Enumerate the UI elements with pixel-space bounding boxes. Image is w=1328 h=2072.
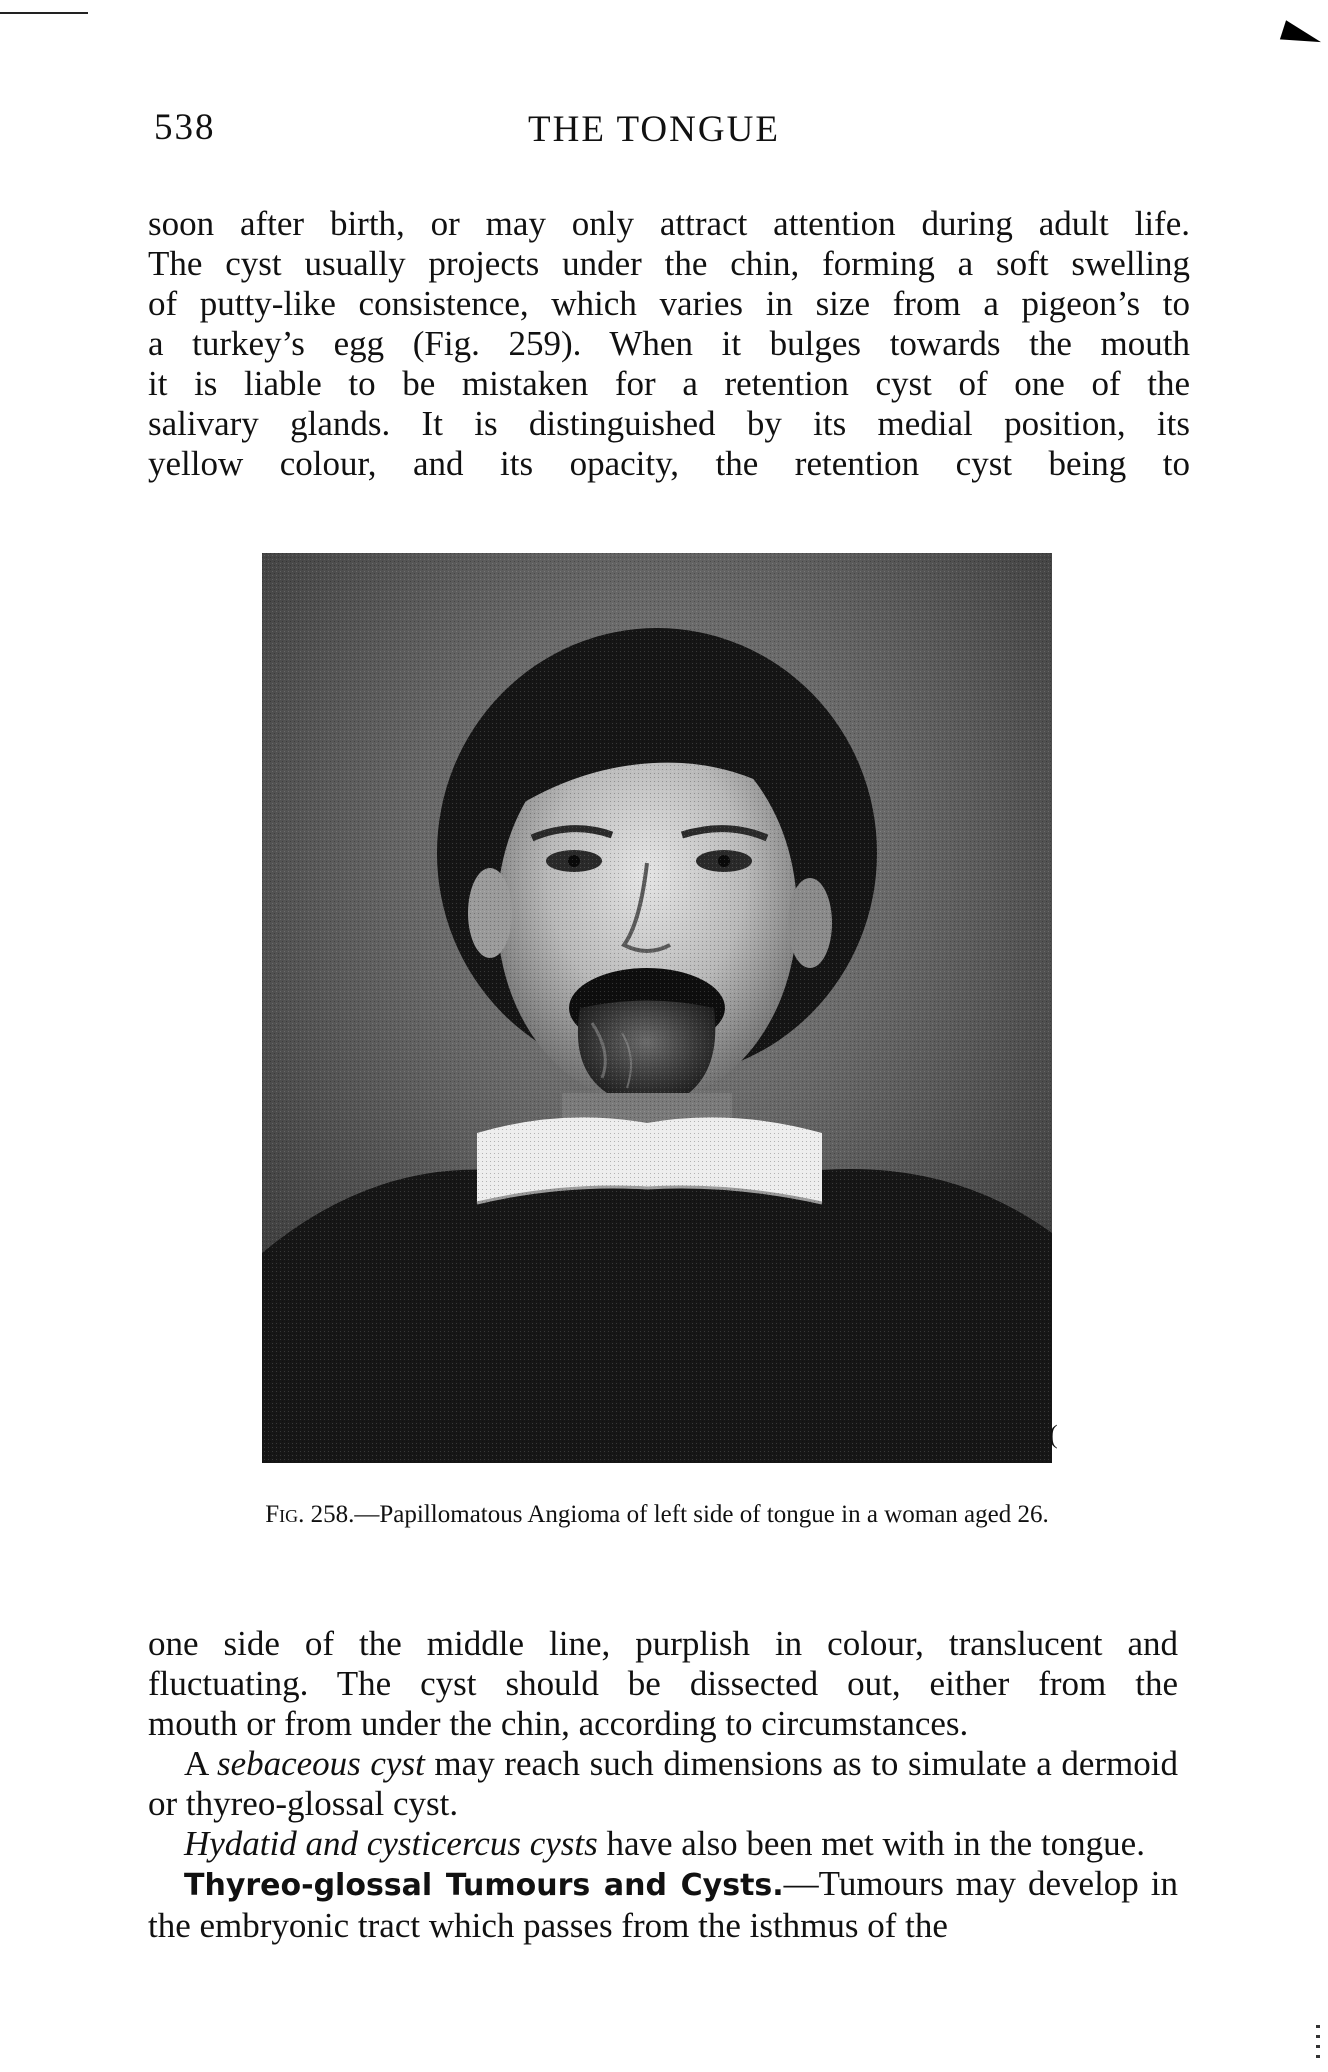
text-line: mouth or from under the chin, according to circumstances. <box>148 1704 969 1743</box>
text-line: soon after birth, or may only attract attention during adult life. <box>148 204 1190 243</box>
scan-edge-mark <box>0 12 88 14</box>
italic-term: sebaceous cyst <box>216 1744 425 1783</box>
para-text: have also been met with in the tongue. <box>597 1824 1145 1863</box>
text-line: a turkey’s egg (Fig. 259). When it bulges towards the mouth <box>148 324 1190 363</box>
scan-edge-ticks <box>1316 2025 1320 2065</box>
paragraph-hydatid <box>148 1824 1178 1864</box>
para-text: may reach such dimensions as to simulate a dermoid or thyreo-glossal cyst. <box>148 1744 1178 1823</box>
italic-term: Hydatid and cysticercus cysts <box>184 1824 598 1863</box>
text-line: fluctuating. The cyst should be dissected out, either from the <box>148 1664 1178 1703</box>
patient-photo <box>262 553 1052 1463</box>
page-number: 538 <box>154 107 216 148</box>
text-line: salivary glands. It is distinguished by its medial position, its <box>148 404 1190 443</box>
paragraph-sebaceous <box>148 1744 1178 1824</box>
caption-text: —Papillomatous Angioma of left side of tongue in a woman aged 26. <box>354 1501 1049 1528</box>
stray-mark: ( <box>1049 1420 1058 1449</box>
text-line: of putty-like consistence, which varies in size from a pigeon’s to <box>148 284 1190 323</box>
running-head <box>150 106 1210 162</box>
corner-arrow-icon <box>1280 20 1324 51</box>
text-line: yellow colour, and its opacity, the retention cyst being to <box>148 444 1190 483</box>
para-prefix: A <box>184 1744 217 1783</box>
text-line: it is liable to be mistaken for a retention cyst of one of the <box>148 364 1190 403</box>
text-line: The cyst usually projects under the chin, forming a soft swelling <box>148 244 1190 283</box>
para-text: —Tumours may develop in the embryonic tract which passes from the isthmus of the <box>148 1864 1178 1945</box>
text-line: one side of the middle line, purplish in colour, translucent and <box>148 1624 1178 1663</box>
figure-photograph <box>262 553 1052 1463</box>
caption-label: Fig. 258. <box>265 1501 355 1528</box>
paragraph-thyreo-glossal <box>148 1864 1178 1946</box>
top-paragraph <box>148 204 1190 484</box>
section-run-in-heading: Thyreo-glossal Tumours and Cysts. <box>184 1868 784 1903</box>
figure-caption <box>262 1500 1052 1530</box>
running-title: THE TONGUE <box>528 109 780 150</box>
bottom-paragraphs <box>148 1624 1178 1946</box>
